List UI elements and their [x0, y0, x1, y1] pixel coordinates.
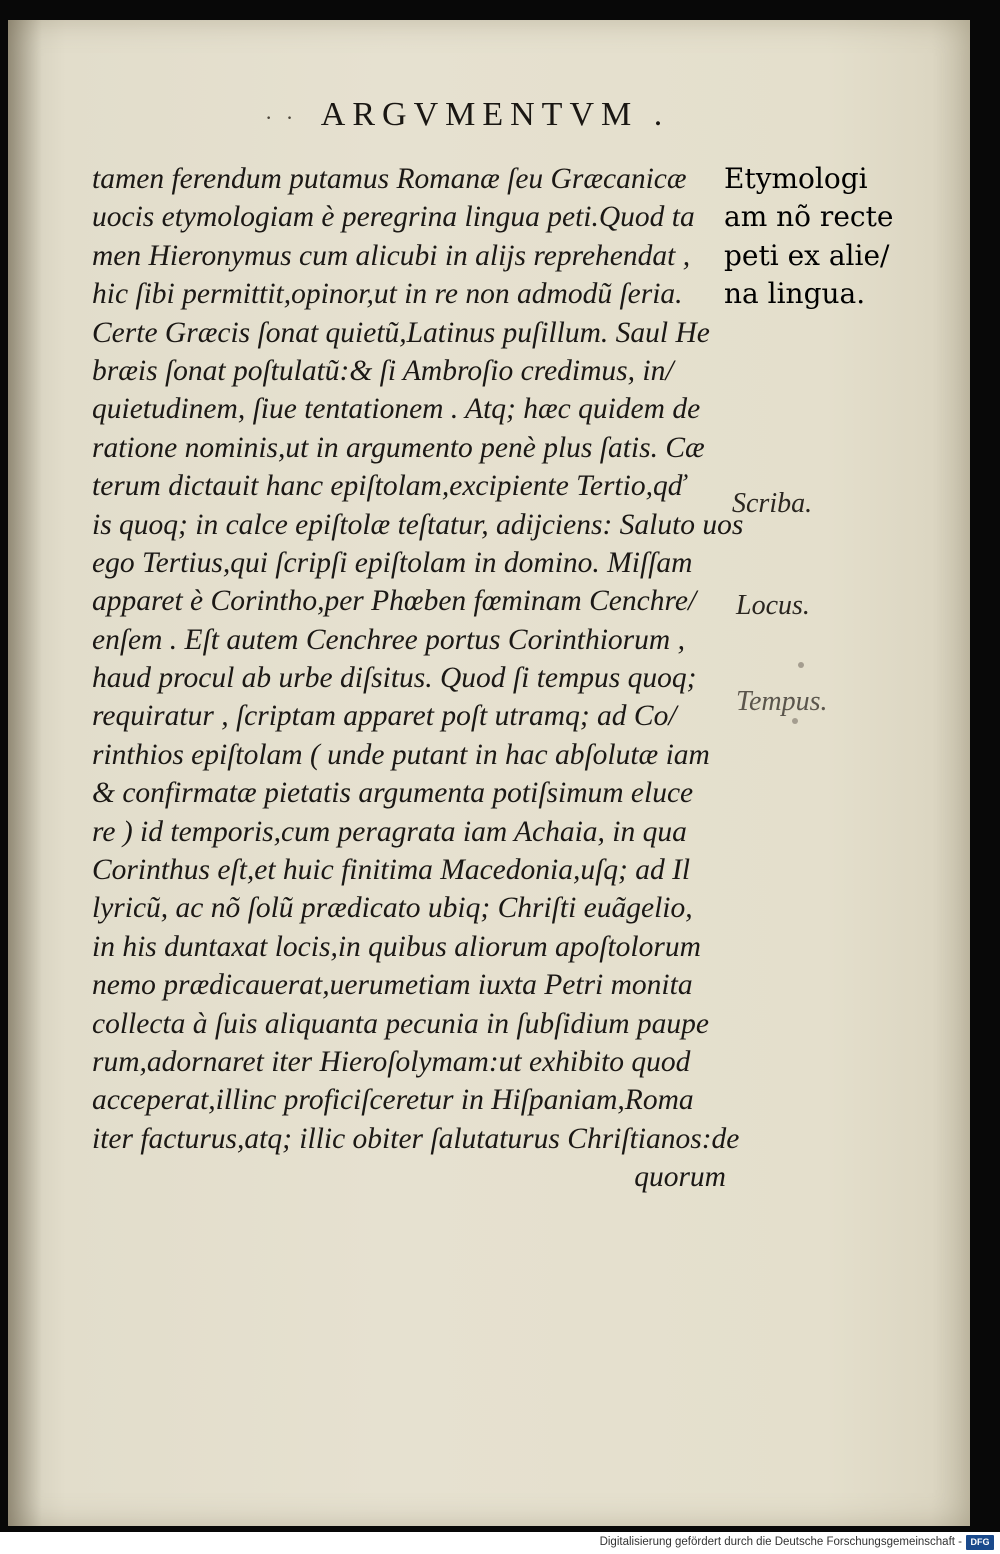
text-line: bræis ſonat poſtulatũ:& ſi Ambroſio credimus, in/ — [92, 354, 674, 387]
text-line: nemo prædicauerat,uerumetiam iuxta Petri monita — [92, 969, 693, 1002]
text-line: is quoq; in calce epiſtolæ teſtatur, adijciens: Saluto uos — [92, 508, 744, 541]
text-line: quietudinem, ſiue tentationem . Atq; hæc quidem de — [92, 393, 701, 426]
text-line: enſem . Eſt autem Cenchree portus Corinthiorum , — [92, 623, 685, 656]
main-text — [92, 160, 752, 1197]
margin-note-time: Tempus. — [736, 686, 828, 717]
text-line: & confirmatæ pietatis argumenta potiſsimum eluce — [92, 777, 694, 810]
margin-note-place: Locus. — [736, 590, 810, 621]
text-line: ratione nominis,ut in argumento penè plus ſatis. Cæ — [92, 431, 705, 464]
text-line: Corinthus eſt,et huic finitima Macedonia,uſq; ad Il — [92, 854, 691, 887]
text-line: apparet è Corintho,per Phœben fœminam Cenchre/ — [92, 585, 697, 618]
gutter-shadow — [8, 20, 42, 1526]
text-line: terum dictauit hanc epiſtolam,excipiente Tertio,qď — [92, 470, 686, 503]
text-line: ego Tertius,qui ſcripſi epiſtolam in domino. Miſſam — [92, 546, 693, 579]
margin-line: na lingua. — [724, 277, 866, 311]
text-line: re ) id temporis,cum peragrata iam Achaia, in qua — [92, 815, 687, 848]
margin-line: peti ex alie/ — [724, 238, 890, 272]
footer-credit: Digitalisierung gefördert durch die Deutsche Forschungsgemeinschaft - — [599, 1536, 962, 1548]
text-line: haud procul ab urbe diſsitus. Quod ſi tempus quoq; — [92, 662, 697, 695]
margin-line: Etymologi — [724, 162, 868, 195]
text-line: acceperat,illinc proficiſceretur in Hiſpaniam,Roma — [92, 1084, 694, 1117]
text-line: hic ſibi permittit,opinor,ut in re non admodũ ſeria. — [92, 278, 683, 311]
text-line: tamen ferendum putamus Romanæ ſeu Græcanicæ — [92, 163, 687, 195]
catchword: quorum — [634, 1161, 726, 1194]
text-line: rum,adornaret iter Hieroſolymam:ut exhibito quod — [92, 1045, 691, 1078]
text-line: men Hieronymus cum alicubi in alijs reprehendat , — [92, 239, 691, 272]
text-line: rinthios epiſtolam ( unde putant in hac abſolutæ iam — [92, 738, 710, 771]
dfg-logo: DFG — [966, 1535, 994, 1550]
margin-line: am nõ recte — [724, 200, 894, 234]
margin-note-etymology — [724, 160, 894, 314]
text-line: Certe Græcis ſonat quietũ,Latinus puſillum. Saul He — [92, 316, 710, 349]
running-head-title: ARGVMENTVM — [320, 96, 639, 133]
running-head — [265, 96, 670, 134]
text-line: collecta à ſuis aliquanta pecunia in ſubſidium paupe — [92, 1007, 709, 1040]
text-line: uocis etymologiam è peregrina lingua peti.Quod ta — [92, 201, 695, 234]
running-head-ornament: · · — [265, 105, 298, 130]
running-head-trail: . — [653, 96, 670, 133]
footer-bar — [0, 1532, 1000, 1554]
margin-note-scribe: Scriba. — [732, 488, 813, 519]
paper-blemish — [792, 718, 798, 724]
text-line: in his duntaxat locis,in quibus aliorum apoſtolorum — [92, 930, 701, 963]
paper-blemish — [798, 662, 804, 668]
text-line: lyricũ, ac nõ ſolũ prædicato ubiq; Chriſti euãgelio, — [92, 892, 693, 925]
text-line: requiratur , ſcriptam apparet poſt utramq; ad Co/ — [92, 700, 677, 733]
text-line: iter facturus,atq; illic obiter ſalutaturus Chriſtianos:de — [92, 1122, 740, 1155]
